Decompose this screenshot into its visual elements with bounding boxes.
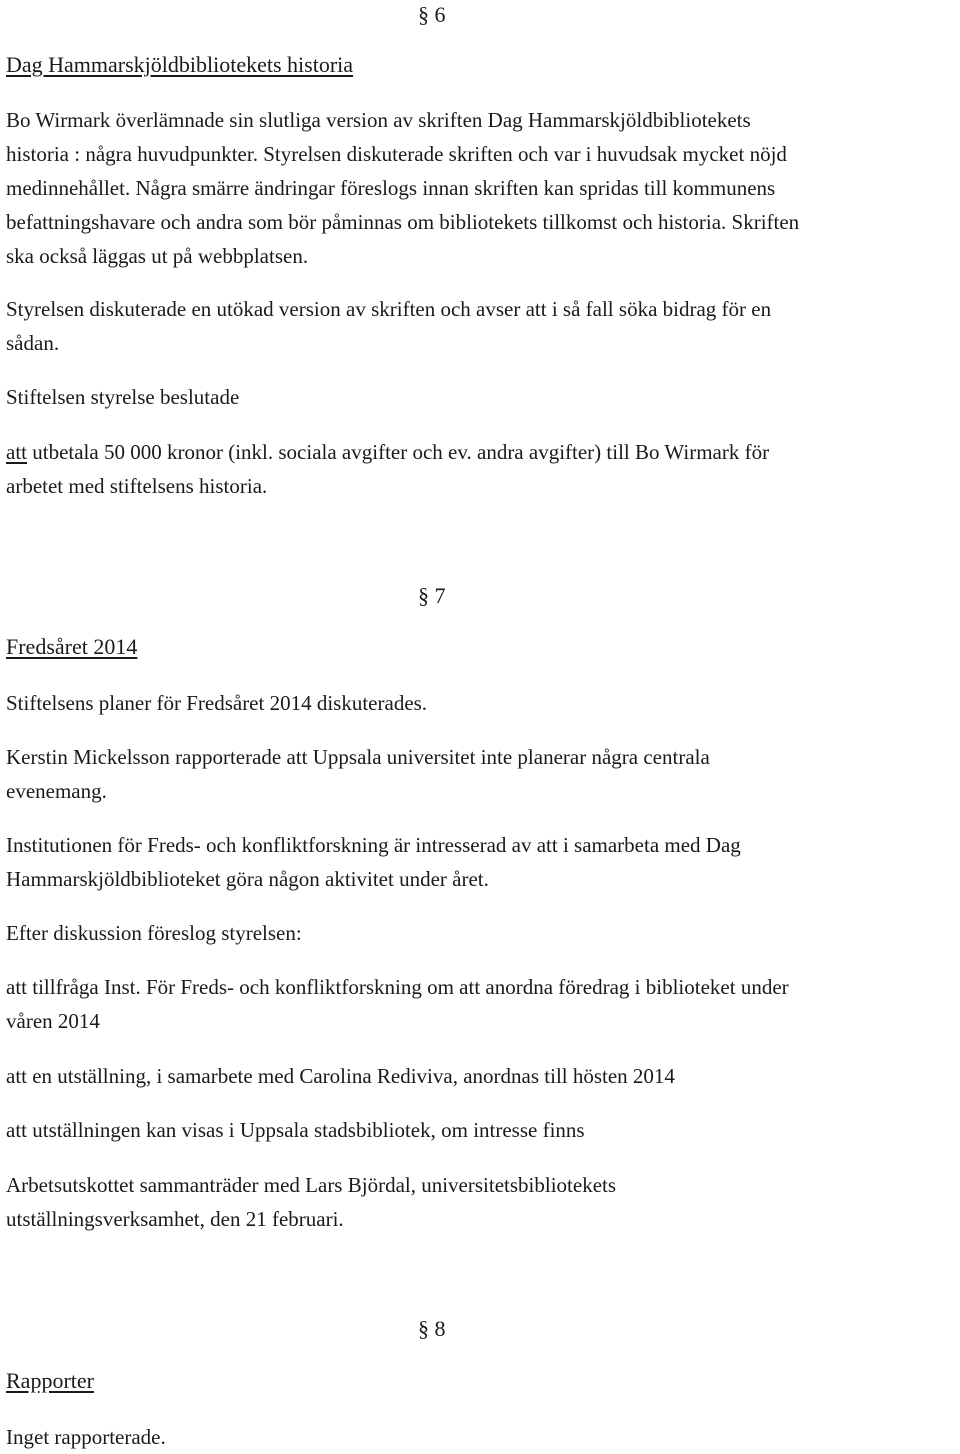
section-heading-8: Rapporter [6,1368,94,1393]
section-heading-7: Fredsåret 2014 [6,634,138,659]
text-line: befattningshavare och andra som bör påminnas om bibliotekets tillkomst och historia. Skriften [6,210,800,234]
text-line: Hammarskjöldbiblioteket göra någon aktivitet under året. [6,867,489,891]
paragraph [6,1113,956,1147]
text-line: Kerstin Mickelsson rapporterade att Uppsala universitet inte planerar några centrala [6,745,710,769]
text-line: att utställningen kan visas i Uppsala stadsbibliotek, om intresse finns [6,1118,585,1142]
text-line: evenemang. [6,779,107,803]
text-line: Inget rapporterade. [6,1425,166,1449]
text-line: medinnehållet. Några smärre ändringar föreslogs innan skriften kan spridas till kommunens [6,176,776,200]
paragraph [6,828,956,896]
att-keyword: att [6,440,27,464]
text-line: ska också läggas ut på webbplatsen. [6,244,309,268]
section-number-7: § 7 [418,583,446,608]
text-line: historia : några huvudpunkter. Styrelsen diskuterade skriften och var i huvudsak mycket nöjd [6,142,787,166]
text-line: att en utställning, i samarbete med Carolina Rediviva, anordnas till hösten 2014 [6,1064,675,1088]
paragraph [6,740,956,808]
paragraph [6,1059,956,1093]
paragraph [6,103,956,273]
text-line [6,435,956,469]
text-line: Styrelsen diskuterade en utökad version av skriften och avser att i så fall söka bidrag för en [6,297,772,321]
paragraph [6,435,956,503]
text-line: Bo Wirmark överlämnade sin slutliga version av skriften Dag Hammarskjöldbibliotekets [6,108,751,132]
paragraph [6,1168,956,1236]
section-number-6: § 6 [418,2,446,27]
text-line: Arbetsutskottet sammanträder med Lars Björdal, universitetsbibliotekets [6,1173,617,1197]
text-line: Institutionen för Freds- och konfliktforskning är intresserad av att i samarbeta med Dag [6,833,741,857]
paragraph [6,292,956,360]
text-line: Efter diskussion föreslog styrelsen: [6,921,302,945]
text-line: att tillfråga Inst. För Freds- och konfliktforskning om att anordna föredrag i biblioteket under [6,975,789,999]
text-fragment: utbetala 50 000 kronor (inkl. sociala avgifter och ev. andra avgifter) till Bo Wirmark för [27,440,770,464]
text-line: arbetet med stiftelsens historia. [6,474,268,498]
text-line: Stiftelsens planer för Fredsåret 2014 diskuterades. [6,691,428,715]
paragraph [6,380,956,414]
section-number-8: § 8 [418,1316,446,1341]
section-heading-6: Dag Hammarskjöldbibliotekets historia [6,52,354,77]
text-line: Stiftelsen styrelse beslutade [6,385,240,409]
paragraph [6,916,956,950]
paragraph [6,970,956,1038]
paragraph [6,1420,956,1454]
text-line: utställningsverksamhet, den 21 februari. [6,1207,344,1231]
text-line: våren 2014 [6,1009,100,1033]
paragraph [6,686,956,720]
text-line: sådan. [6,331,60,355]
